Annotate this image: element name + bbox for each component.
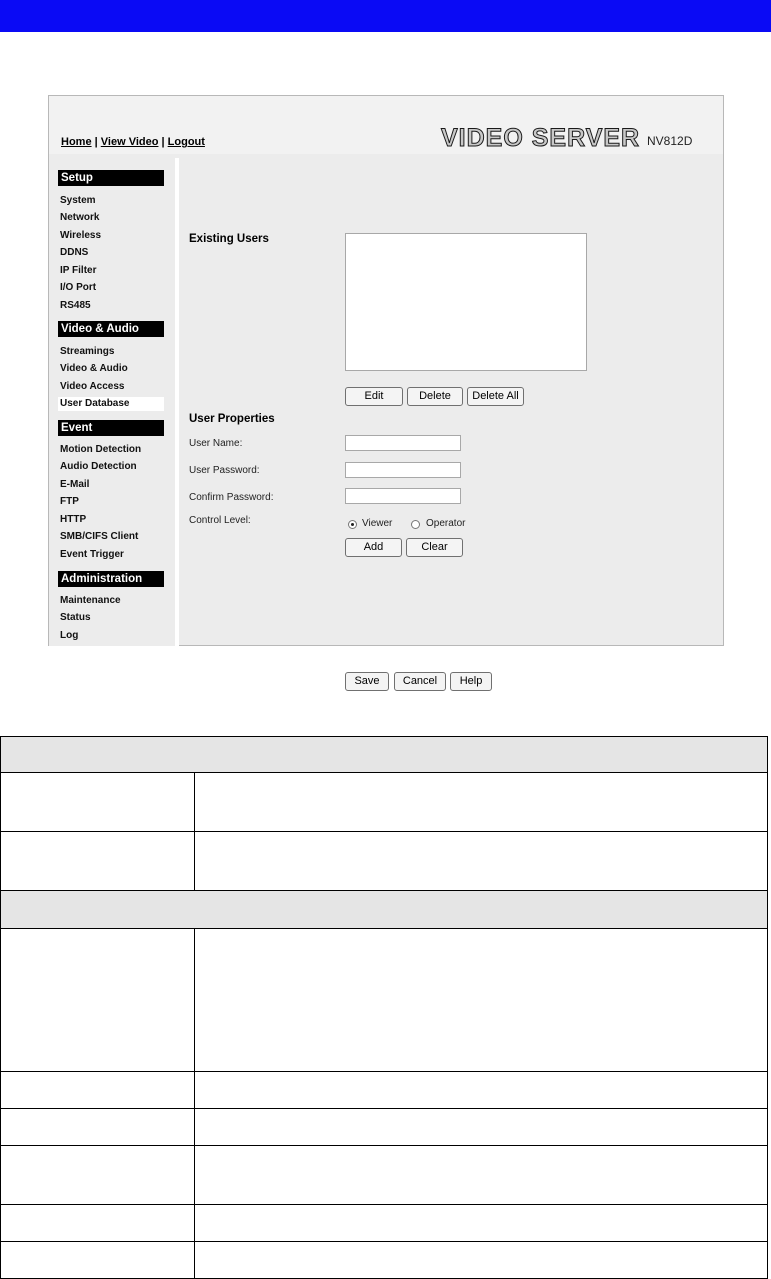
sidebar-item-maintenance[interactable]: Maintenance — [60, 595, 121, 606]
existing-users-list[interactable] — [345, 233, 587, 371]
table-cell — [195, 1205, 768, 1242]
table-cell — [1, 1072, 195, 1109]
sidebar-item-video-access[interactable]: Video Access — [60, 381, 125, 392]
table-section-header — [1, 737, 768, 773]
ui-screenshot — [48, 95, 724, 687]
table-section-header — [1, 891, 768, 929]
table-cell — [195, 1072, 768, 1109]
sidebar-item-motion-detection[interactable]: Motion Detection — [60, 444, 142, 455]
table-cell — [1, 1146, 195, 1205]
sidebar-item-video-audio[interactable]: Video & Audio — [60, 363, 128, 374]
sidebar-item-streamings[interactable]: Streamings — [60, 346, 115, 357]
field-table-existing-users — [0, 736, 768, 891]
sidebar-item-ftp[interactable]: FTP — [60, 496, 79, 507]
sidebar-item-ddns[interactable]: DDNS — [60, 247, 89, 258]
main-panel — [49, 158, 725, 687]
sidebar-item-system[interactable]: System — [60, 195, 96, 206]
edit-button[interactable]: Edit — [345, 387, 403, 406]
save-button[interactable]: Save — [345, 672, 389, 691]
model-label: NV812D — [647, 134, 693, 148]
view-video-link[interactable]: View Video — [100, 136, 159, 148]
help-button[interactable]: Help — [450, 672, 492, 691]
table-cell — [195, 773, 768, 832]
sidebar-item-network[interactable]: Network — [60, 212, 100, 223]
table-cell — [1, 929, 195, 1072]
sidebar-section-setup: Setup — [58, 170, 164, 186]
table-cell — [1, 832, 195, 891]
table-cell — [1, 1205, 195, 1242]
table-cell — [195, 929, 768, 1072]
table-cell — [1, 773, 195, 832]
user-name-label: User Name: — [189, 438, 243, 449]
table-cell — [195, 1109, 768, 1146]
sidebar-item-http[interactable]: HTTP — [60, 514, 87, 525]
home-link[interactable]: Home — [61, 136, 92, 148]
confirm-password-input[interactable] — [345, 488, 461, 504]
table-cell — [1, 1109, 195, 1146]
user-password-input[interactable] — [345, 462, 461, 478]
sidebar-item-event-trigger[interactable]: Event Trigger — [60, 549, 124, 560]
sidebar-item-email[interactable]: E-Mail — [60, 479, 90, 490]
delete-all-button[interactable]: Delete All — [467, 387, 524, 406]
sidebar-item-log[interactable]: Log — [60, 630, 79, 641]
user-properties-label: User Properties — [189, 413, 275, 425]
sidebar-item-audio-detection[interactable]: Audio Detection — [60, 461, 137, 472]
field-table-user-properties — [0, 890, 768, 1279]
brand-logo: VIDEO SERVER — [441, 124, 641, 152]
table-cell — [1, 1242, 195, 1279]
sidebar-item-status[interactable]: Status — [60, 612, 91, 623]
viewer-radio[interactable] — [348, 520, 357, 529]
table-cell — [195, 1242, 768, 1279]
delete-button[interactable]: Delete — [407, 387, 463, 406]
sidebar-section-administration: Administration — [58, 571, 164, 587]
add-button[interactable]: Add — [345, 538, 402, 557]
table-cell — [195, 1146, 768, 1205]
clear-button[interactable]: Clear — [406, 538, 463, 557]
control-level-label: Control Level: — [189, 515, 251, 526]
table-cell — [195, 832, 768, 891]
sidebar-item-user-database[interactable]: User Database — [58, 397, 164, 411]
sidebar-item-wireless[interactable]: Wireless — [60, 230, 102, 241]
viewer-radio-label: Viewer — [362, 518, 393, 529]
sidebar-item-rs485[interactable]: RS485 — [60, 300, 91, 311]
operator-radio[interactable] — [411, 520, 420, 529]
logout-link[interactable]: Logout — [167, 136, 205, 148]
existing-users-label: Existing Users — [189, 233, 269, 245]
sidebar-item-ip-filter[interactable]: IP Filter — [60, 265, 97, 276]
user-password-label: User Password: — [189, 465, 260, 476]
sidebar-item-smb-cifs-client[interactable]: SMB/CIFS Client — [60, 531, 139, 542]
top-links: Home | View Video | Logout — [61, 136, 205, 148]
confirm-password-label: Confirm Password: — [189, 492, 274, 503]
screenshot-header — [49, 96, 723, 154]
sidebar-section-video-audio: Video & Audio — [58, 321, 164, 337]
user-name-input[interactable] — [345, 435, 461, 451]
sidebar-item-io-port[interactable]: I/O Port — [60, 282, 97, 293]
sidebar-section-event: Event — [58, 420, 164, 436]
document-header-bar — [0, 0, 771, 32]
cancel-button[interactable]: Cancel — [394, 672, 446, 691]
operator-radio-label: Operator — [426, 518, 466, 529]
